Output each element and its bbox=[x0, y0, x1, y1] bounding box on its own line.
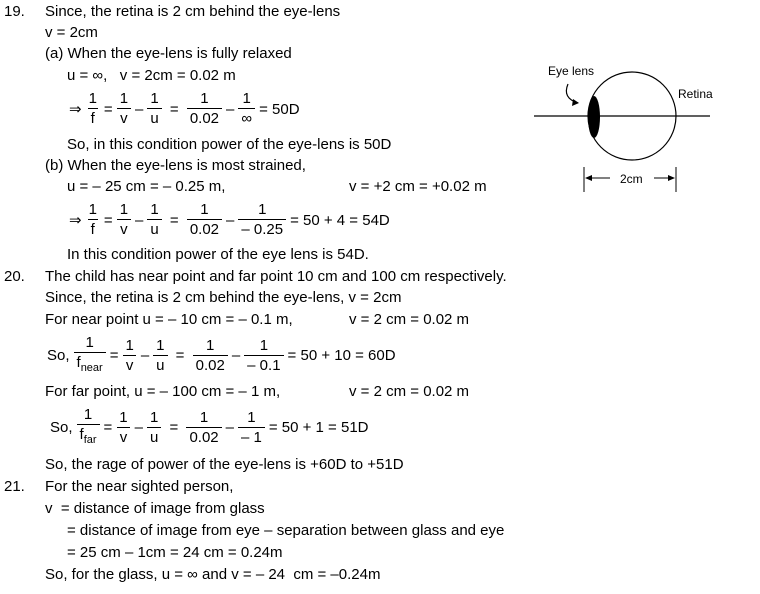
operator: = 50D bbox=[259, 100, 300, 118]
q21-line4: So, for the glass, u = ∞ and v = – 24 cm = –0.24m bbox=[45, 566, 381, 583]
arrow-left-icon bbox=[585, 175, 592, 181]
operator: – bbox=[225, 419, 234, 436]
denominator-subscript: far bbox=[83, 434, 97, 446]
operator: ⇒ bbox=[69, 212, 82, 229]
numerator: 1 bbox=[200, 201, 209, 218]
operator: – bbox=[135, 211, 144, 229]
denominator-main: v bbox=[119, 428, 128, 446]
denominator-main: v bbox=[120, 110, 128, 127]
q20-near-equation bbox=[45, 333, 398, 378]
numerator: 1 bbox=[85, 334, 94, 351]
denominator bbox=[153, 355, 167, 376]
fraction bbox=[153, 336, 167, 376]
denominator-main: u bbox=[149, 428, 159, 446]
fraction bbox=[193, 336, 228, 376]
question-number-20: 20. bbox=[4, 268, 25, 285]
numerator: 1 bbox=[199, 408, 209, 426]
denominator-main: ∞ bbox=[241, 110, 253, 127]
operator: So, bbox=[50, 419, 73, 436]
numerator: 1 bbox=[150, 90, 159, 107]
distance-label: 2cm bbox=[620, 172, 643, 186]
fraction bbox=[244, 336, 283, 376]
numerator: 1 bbox=[149, 408, 159, 426]
retina-label: Retina bbox=[678, 87, 713, 101]
numerator: 1 bbox=[83, 406, 93, 423]
fraction bbox=[116, 408, 130, 448]
operator: = bbox=[103, 100, 113, 118]
operator: = 50 + 4 = 54D bbox=[290, 211, 390, 229]
q20-far-v: v = 2 cm = 0.02 m bbox=[349, 383, 470, 400]
denominator-subscript: near bbox=[80, 362, 103, 374]
numerator: 1 bbox=[150, 201, 159, 218]
denominator-main: 0.02 bbox=[189, 428, 219, 446]
q19-part-a-conclusion: So, in this condition power of the eye-lens is 50D bbox=[67, 136, 392, 153]
denominator-main: u bbox=[156, 356, 165, 374]
denominator bbox=[244, 355, 283, 376]
q20-near-v: v = 2 cm = 0.02 m bbox=[349, 311, 470, 328]
numerator: 1 bbox=[119, 201, 129, 218]
denominator bbox=[123, 355, 137, 376]
denominator-main: u bbox=[150, 221, 159, 238]
operator: – bbox=[226, 100, 235, 118]
fraction bbox=[147, 408, 161, 448]
q19-part-a-values: u = ∞, v = 2cm = 0.02 m bbox=[67, 67, 236, 84]
operator: = bbox=[109, 347, 119, 364]
denominator-main: u bbox=[150, 110, 159, 127]
denominator-main: – 0.25 bbox=[241, 221, 284, 238]
numerator: 1 bbox=[125, 336, 134, 354]
denominator-main: – 0.1 bbox=[247, 356, 281, 374]
denominator-main: f bbox=[76, 354, 81, 371]
operator: = 50 + 1 = 51D bbox=[268, 419, 369, 436]
denominator bbox=[238, 427, 265, 448]
operator: – bbox=[231, 347, 241, 364]
q20-retina: Since, the retina is 2 cm behind the eye-lens, v = 2cm bbox=[45, 289, 402, 306]
denominator bbox=[117, 427, 131, 448]
operator: = bbox=[165, 100, 183, 118]
operator: So, bbox=[47, 347, 70, 364]
question-number-19: 19. bbox=[4, 3, 25, 20]
q19-intro: Since, the retina is 2 cm behind the eye-lens bbox=[45, 3, 341, 20]
denominator bbox=[147, 427, 161, 448]
operator: = bbox=[165, 211, 183, 229]
denominator-main: 0.02 bbox=[195, 356, 225, 374]
q19-part-b-label: (b) When the eye-lens is most strained, bbox=[45, 157, 306, 174]
numerator: 1 bbox=[200, 90, 209, 107]
operator: = bbox=[103, 419, 113, 436]
eye-lens-shape bbox=[588, 96, 600, 138]
denominator-main: – 1 bbox=[240, 428, 262, 446]
arrow-right-icon bbox=[668, 175, 675, 181]
q20-far-u: For far point, u = – 100 cm = – 1 m, bbox=[45, 383, 281, 400]
numerator: 1 bbox=[259, 336, 269, 354]
arrowhead-icon bbox=[572, 99, 579, 106]
denominator-main: 0.02 bbox=[189, 110, 220, 127]
q20-intro: The child has near point and far point 10 cm and 100 cm respectively. bbox=[45, 268, 507, 285]
question-number-21: 21. bbox=[4, 478, 25, 495]
denominator-main: 0.02 bbox=[189, 221, 220, 238]
denominator bbox=[193, 355, 228, 376]
denominator-main: f bbox=[90, 110, 95, 127]
denominator-main: v bbox=[120, 221, 128, 238]
denominator bbox=[77, 424, 100, 450]
q19-part-b-conclusion: In this condition power of the eye lens is 54D. bbox=[67, 246, 369, 263]
q20-far-equation bbox=[48, 405, 371, 450]
q19-part-b-v: v = +2 cm = +0.02 m bbox=[349, 178, 487, 195]
fraction bbox=[122, 336, 136, 376]
operator: – bbox=[226, 211, 235, 229]
q21-v-definition: v = distance of image from glass bbox=[45, 500, 265, 517]
fraction bbox=[186, 408, 221, 448]
numerator: 1 bbox=[247, 408, 256, 426]
operator: – bbox=[134, 419, 143, 436]
operator: = 50 + 10 = 60D bbox=[287, 347, 396, 364]
fraction bbox=[77, 405, 100, 450]
denominator bbox=[186, 427, 221, 448]
operator: – bbox=[140, 347, 150, 364]
q19-part-a-label: (a) When the eye-lens is fully relaxed bbox=[45, 45, 292, 62]
operator: = bbox=[165, 419, 183, 436]
q19-v: v = 2cm bbox=[45, 24, 98, 41]
numerator: 1 bbox=[88, 90, 97, 107]
operator: = bbox=[103, 211, 113, 229]
operator: = bbox=[171, 347, 189, 364]
denominator-main: f bbox=[90, 221, 95, 238]
q19-part-b-u: u = – 25 cm = – 0.25 m, bbox=[67, 178, 226, 195]
q21-line2: = distance of image from eye – separation between glass and eye bbox=[67, 522, 505, 539]
q20-conclusion: So, the rage of power of the eye-lens is +60D to +51D bbox=[45, 456, 404, 473]
denominator bbox=[74, 352, 106, 378]
numerator: 1 bbox=[88, 201, 97, 218]
numerator: 1 bbox=[156, 336, 165, 354]
q20-near-u: For near point u = – 10 cm = – 0.1 m, bbox=[45, 311, 293, 328]
fraction bbox=[74, 333, 106, 378]
numerator: 1 bbox=[119, 90, 129, 107]
numerator: 1 bbox=[206, 336, 215, 354]
denominator-main: f bbox=[79, 426, 84, 443]
operator: ⇒ bbox=[69, 101, 82, 118]
eye-lens-label: Eye lens bbox=[548, 64, 595, 78]
operator: – bbox=[135, 100, 144, 118]
numerator: 1 bbox=[119, 408, 128, 426]
numerator: 1 bbox=[258, 201, 267, 218]
q21-intro: For the near sighted person, bbox=[45, 478, 234, 495]
fraction bbox=[238, 408, 265, 448]
denominator-main: v bbox=[125, 356, 134, 374]
q21-line3: = 25 cm – 1cm = 24 cm = 0.24m bbox=[67, 544, 283, 561]
curved-arrow-icon bbox=[566, 84, 578, 103]
numerator: 1 bbox=[242, 90, 251, 107]
